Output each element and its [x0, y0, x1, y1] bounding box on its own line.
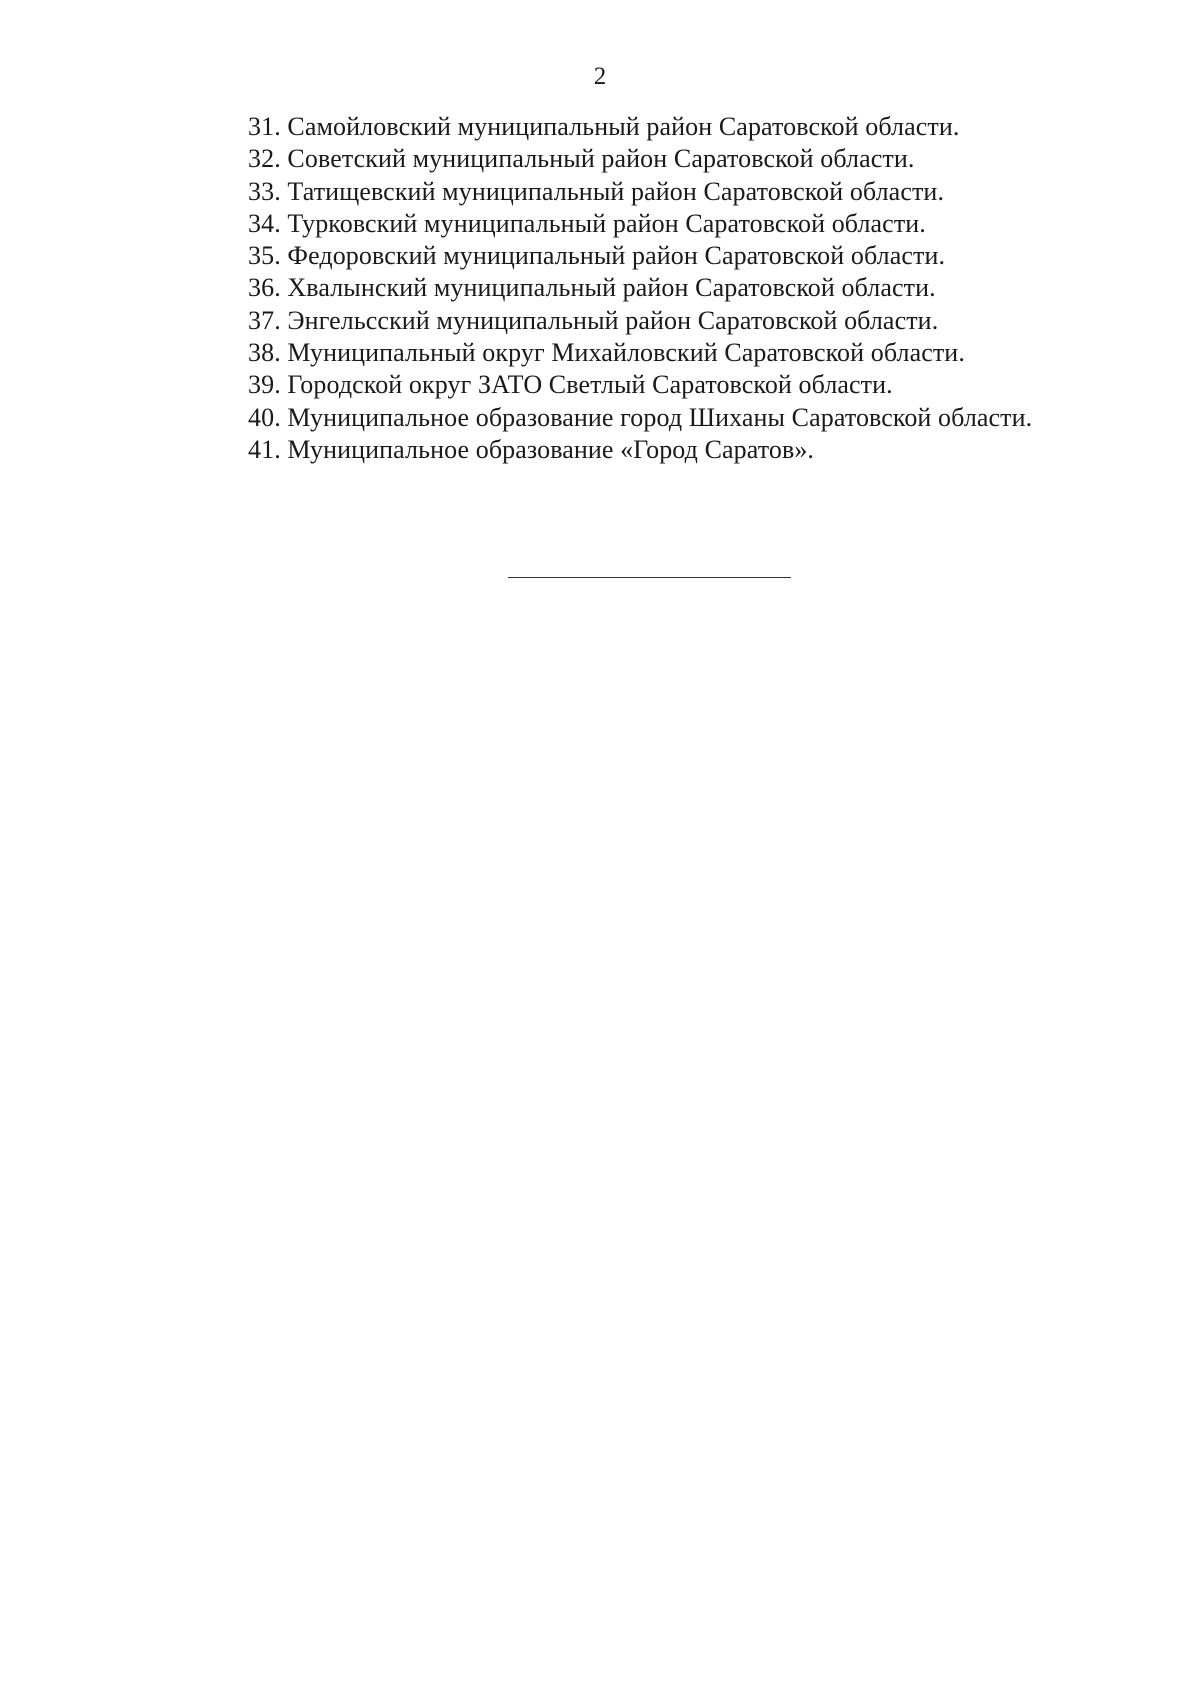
item-text: Муниципальное образование город Шиханы Саратовской области.: [287, 402, 1033, 432]
list-item: [248, 369, 1148, 401]
item-number: 31.: [248, 112, 281, 141]
item-text: Самойловский муниципальный район Саратовской области.: [287, 112, 960, 141]
item-number: 36.: [248, 273, 281, 303]
item-text: Энгельсский муниципальный район Саратовской области.: [287, 305, 939, 335]
end-divider-line: [508, 577, 791, 578]
list-item: [248, 176, 1148, 208]
item-text: Муниципальное образование «Город Саратов».: [287, 434, 815, 464]
item-text: Муниципальный округ Михайловский Саратовской области.: [287, 338, 965, 368]
item-number: 33.: [248, 176, 281, 206]
item-text: Советский муниципальный район Саратовской области.: [287, 144, 915, 174]
municipality-list: [248, 111, 1148, 466]
page-number: 2: [593, 63, 607, 90]
item-number: 34.: [248, 208, 281, 238]
list-item: [248, 305, 1148, 337]
list-item: [248, 111, 1148, 143]
list-item: [248, 337, 1148, 369]
item-number: 32.: [248, 144, 281, 174]
item-number: 38.: [248, 338, 281, 368]
item-number: 37.: [248, 305, 281, 335]
item-number: 35.: [248, 241, 281, 271]
item-number: 40.: [248, 402, 281, 432]
list-item: [248, 208, 1148, 240]
item-text: Федоровский муниципальный район Саратовской области.: [287, 241, 946, 271]
item-text: Городской округ ЗАТО Светлый Саратовской области.: [287, 370, 893, 400]
item-number: 41.: [248, 434, 281, 464]
list-item: [248, 143, 1148, 175]
item-number: 39.: [248, 370, 281, 400]
list-item: [248, 434, 1148, 466]
list-item: [248, 272, 1148, 304]
item-text: Хвалынский муниципальный район Саратовской области.: [287, 273, 936, 303]
item-text: Татищевский муниципальный район Саратовской области.: [287, 176, 945, 206]
item-text: Турковский муниципальный район Саратовской области.: [287, 208, 926, 238]
list-item: [248, 402, 1148, 434]
list-item: [248, 240, 1148, 272]
